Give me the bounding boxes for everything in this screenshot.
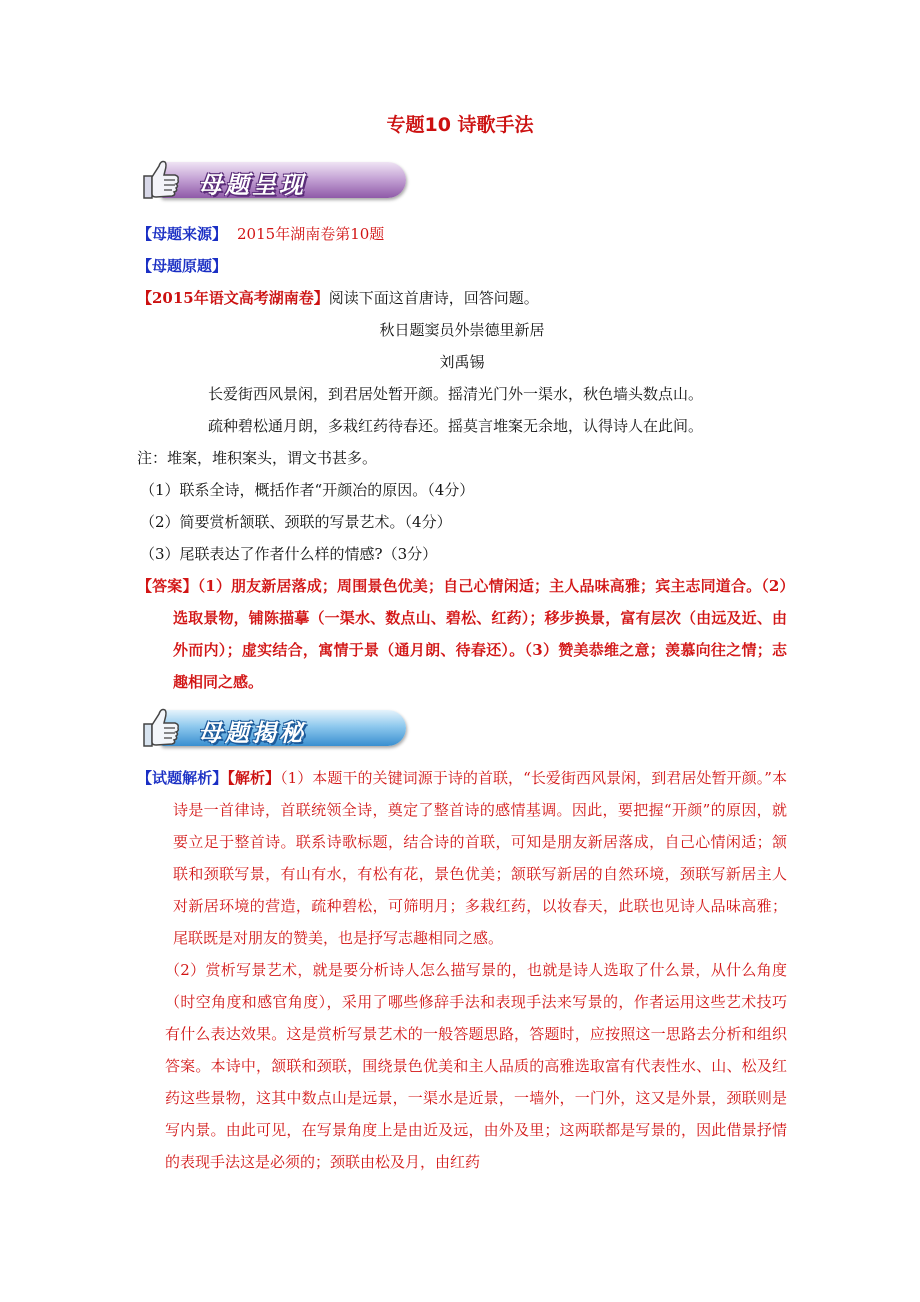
- question-item-2: （2）简要赏析颔联、颈联的写景艺术。（4分）: [140, 513, 452, 531]
- original-line: [137, 256, 787, 276]
- poem-title: 秋日题窦员外崇德里新居: [379, 321, 545, 339]
- answer-tag: 【答案】: [137, 577, 198, 595]
- thumbs-up-icon: [138, 704, 182, 750]
- answer-text: （1）朋友新居落成；周围景色优美；自己心情闲适；主人品味高雅；宾主志同道合。（2）选取景物，铺陈描摹（一渠水、数点山、碧松、红药）；移步换景，富有层次（由远及近、由外而内）；虚实结合，寓情于景（通月朗、待春还）。（3）赞美恭维之意；羡慕向往之情；志趣相同之感。: [173, 577, 787, 691]
- question-item-3: （3）尾联表达了作者什么样的情感?（3分）: [140, 545, 438, 563]
- banner-label: 母题呈现: [198, 171, 306, 199]
- analysis-subtag: 【解析】: [227, 769, 281, 787]
- analysis-text-1: （1）本题干的关键词源于诗的首联，“长爱街西风景闲，到君居处暂开颜。”本诗是一首律诗，首联统领全诗，奠定了整首诗的感情基调。因此，要把握“开颜”的原因，就要立足于整首诗。联系诗歌标题，结合诗的首联，可知是朋友新居落成，自己心情闲适；颔联和颈联写景，有山有水，有松有花，景色优美；颔联写新居的自然环境，颈联写新居主人对新居环境的营造，疏种碧松，可筛明月；多栽红药，以妆春天，此联也见诗人品味高雅；尾联既是对朋友的赞美，也是抒写志趣相同之感。: [173, 769, 787, 947]
- poem-line-1: 长爱街西风景闲，到君居处暂开颜。摇清光门外一渠水，秋色墙头数点山。: [208, 385, 704, 403]
- question-tag: 【2015年语文高考湖南卷】: [137, 289, 329, 307]
- thumbs-up-icon: [138, 156, 182, 202]
- question-item-1: （1）联系全诗，概括作者“开颜冶的原因。（4分）: [140, 481, 475, 499]
- question-text: 阅读下面这首唐诗，回答问题。: [328, 289, 539, 307]
- poem-author: 刘禹锡: [439, 353, 485, 371]
- section-banner-presentation: [138, 156, 408, 202]
- source-line: [137, 224, 787, 244]
- original-tag: 【母题原题】: [137, 257, 228, 275]
- section-banner-analysis: [138, 704, 408, 750]
- banner-label: 母题揭秘: [198, 719, 306, 747]
- note-line: 注：堆案，堆积案头，谓文书甚多。: [137, 449, 378, 467]
- source-tag: 【母题来源】: [137, 225, 228, 243]
- answer-paragraph: [137, 570, 787, 698]
- analysis-tag: 【试题解析】: [137, 769, 228, 787]
- question-line: [137, 288, 787, 308]
- analysis-text-2: （2）赏析写景艺术，就是要分析诗人怎么描写景的，也就是诗人选取了什么景，从什么角度（时空角度和感官角度），采用了哪些修辞手法和表现手法来写景的，作者运用这些艺术技巧有什么表达效果。这是赏析写景艺术的一般答题思路，答题时，应按照这一思路去分析和组织答案。本诗中，颔联和颈联，围绕景色优美和主人品质的高雅选取富有代表性水、山、松及红药这些景物，这其中数点山是远景，一渠水是近景，一墙外，一门外，这又是外景，颈联则是写内景。由此可见，在写景角度上是由近及远，由外及里；这两联都是写景的，因此借景抒情的表现手法这是必须的；颈联由松及月，由红药: [165, 961, 787, 1171]
- source-text: 2015年湖南卷第10题: [237, 225, 385, 243]
- analysis-paragraph-1: [137, 762, 787, 954]
- page-title: 专题10 诗歌手法: [386, 114, 534, 136]
- analysis-paragraph-2: [137, 954, 787, 1178]
- poem-line-2: 疏种碧松通月朗，多栽红药待春还。摇莫言堆案无余地，认得诗人在此间。: [208, 417, 704, 435]
